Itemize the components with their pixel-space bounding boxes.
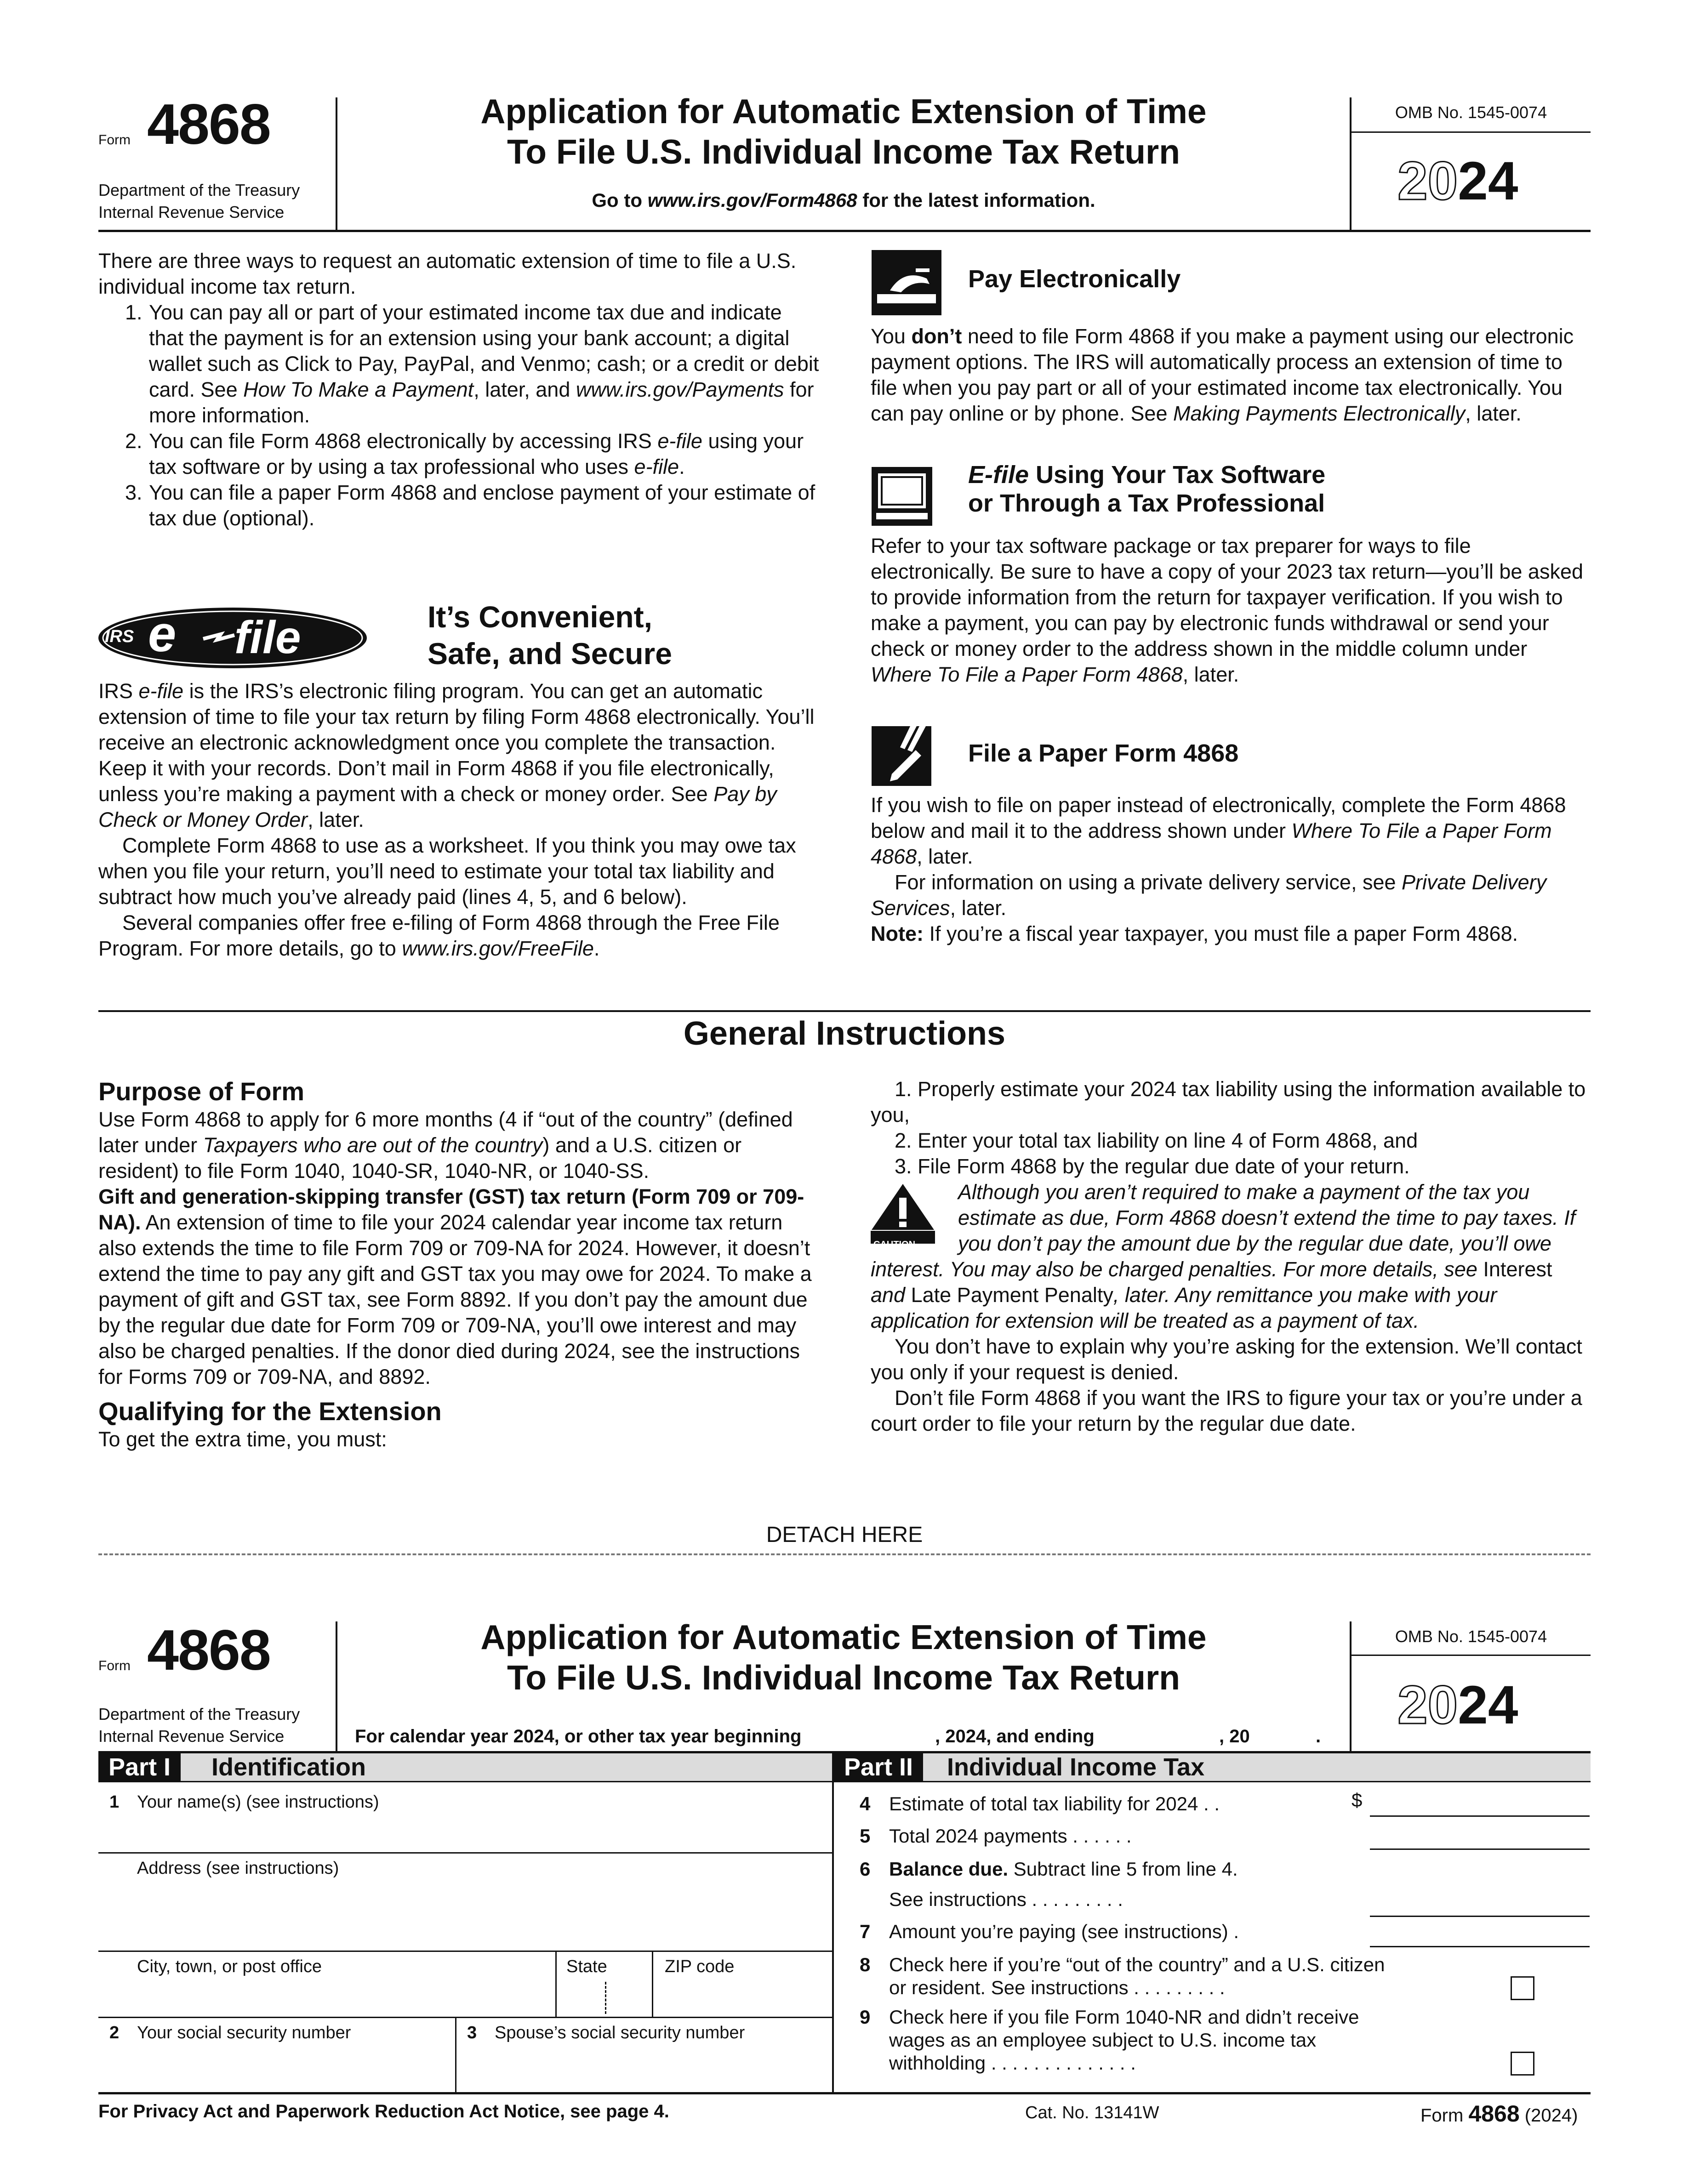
spouse-ssn-input[interactable] [460, 2045, 827, 2087]
general-heading: General Instructions [683, 1015, 1006, 1052]
part1-header [98, 1753, 832, 1781]
name-rule [98, 1852, 832, 1854]
software-p: Refer to your tax software package or tax preparer for ways to file electronically. Be sure to have a copy of your 2023 tax return—you’ll be asked to provide information from the return for taxpayer verification. If you wish to make a payment, you can pay by electronic funds withdrawal or send your check or money order to the address shown in the middle column under Where To File a Paper Form 4868, later. [871, 534, 1584, 686]
line8-label: 8 Check here if you’re “out of the country” and a U.S. citizen [860, 1954, 1385, 1975]
pay-p: You don’t need to file Form 4868 if you make a payment using our electronic payment options. The IRS will automatically process an extension of time to file when you pay part or all of your estimated income tax electronically. You can pay online or by phone. See Making Payments Electronically, later. [871, 324, 1574, 425]
qualify-step-2: 2. Enter your total tax liability on line 4 of Form 4868, and [895, 1129, 1418, 1152]
voucher-form-number: 4868 [147, 1619, 270, 1682]
part1-title: Identification [211, 1753, 366, 1781]
voucher-omb-rule [1352, 1655, 1591, 1656]
line9-label-3: withholding . . . . . . . . . . . . . . [889, 2052, 1136, 2074]
qualify-step-1: 1. Properly estimate your 2024 tax liability using the information available to you, [871, 1077, 1586, 1126]
tax-year-end-input[interactable] [1112, 1728, 1214, 1746]
caution-block [871, 1179, 1591, 1334]
city-label: City, town, or post office [137, 1957, 322, 1976]
intro-way-2: 2. You can file Form 4868 electronically by accessing IRS e-file using your tax software or by using a tax professional who uses e-file. [148, 428, 820, 480]
efile-p2: Complete Form 4868 to use as a worksheet. If you think you may owe tax when you file your return, you’ll need to estimate your total tax liability and subtract how much you’ve already paid (lines 4, 5, and 6 below). [98, 834, 796, 909]
software-section [871, 533, 1591, 688]
pencil-paper-icon [872, 726, 931, 786]
explain-text: You don’t have to explain why you’re asking for the extension. We’ll contact you only if your request is denied. [871, 1335, 1582, 1384]
omb-rule [1352, 131, 1591, 133]
address-label: Address (see instructions) [137, 1859, 339, 1878]
line5-label: 5 Total 2024 payments . . . . . . [860, 1825, 1132, 1847]
line4-label: 4 Estimate of total tax liability for 2024 . . [860, 1793, 1220, 1814]
dept-line-1: Department of the Treasury [98, 181, 300, 199]
line4-dollar: $ [1352, 1789, 1363, 1811]
software-heading: E-file Using Your Tax Software or Through a Tax Professional [968, 461, 1326, 517]
general-left-column [98, 1076, 820, 1452]
privacy-notice: For Privacy Act and Paperwork Reduction Act Notice, see page 4. [98, 2101, 669, 2121]
header-bottom-rule [98, 230, 1591, 232]
title-line-2: To File U.S. Individual Income Tax Return [507, 132, 1180, 171]
efile-logo-e: e [148, 606, 177, 662]
intro-way-1: 1. You can pay all or part of your estimated income tax due and indicate that the payment is for an extension using your bank account; a digital wallet such as Click to Pay, PayPal, and Venmo; cash; or a credit or debit card. See How To Make a Payment, later, and www.irs.gov/Payments for more information. [148, 300, 820, 428]
efile-logo-irs: IRS [105, 627, 134, 646]
efile-logo-file: file [234, 612, 301, 663]
catalog-number: Cat. No. 13141W [1025, 2103, 1159, 2122]
line8-checkbox[interactable] [1511, 1976, 1534, 2000]
line9-label-2: wages as an employee subject to U.S. income tax [889, 2029, 1317, 2051]
form-number: 4868 [147, 93, 270, 156]
caution-icon [871, 1184, 935, 1250]
goto-url[interactable]: www.irs.gov/Form4868 [647, 189, 857, 211]
general-right-column [871, 1076, 1591, 1437]
part2-tag: Part II [834, 1753, 923, 1781]
efile-p1: IRS e-file is the IRS’s electronic filing program. You can get an automatic extension of time to file your tax return by filing Form 4868 electronically. You’ll receive an electronic acknowledgment once you complete the transaction. Keep it with your records. Don’t mail in Form 4868 if you file electronically, unless you’re making a payment with a check or money order. See Pay by Check or Money Order, later. [98, 679, 815, 831]
omb-number: OMB No. 1545-0074 [1395, 103, 1547, 122]
intro-section [98, 248, 820, 531]
state-split-mark [605, 1982, 606, 2014]
purpose-text: Use Form 4868 to apply for 6 more months (4 if “out of the country” (defined later under Taxpayers who are out of the country) and a U.S. citizen or resident) to file Form 1040, 1040-SR, 1040-NR, or 1040-SS. [98, 1108, 793, 1183]
form-word: Form [98, 132, 131, 148]
efile-heading: It’s Convenient, Safe, and Secure [428, 600, 672, 671]
line7-label: 7 Amount you’re paying (see instructions) . [860, 1921, 1239, 1942]
qualify-step-3: 3. File Form 4868 by the regular due date of your return. [895, 1155, 1410, 1178]
part1-tag: Part I [98, 1753, 181, 1781]
efile-p3: Several companies offer free e-filing of Form 4868 through the Free File Program. For more details, go to www.irs.gov/FreeFile. [98, 911, 780, 960]
state-label: State [566, 1957, 607, 1976]
caution-text: Although you aren’t required to make a payment of the tax you estimate as due, Form 4868 doesn’t extend the time to pay taxes. If you don’t pay the amount due by the regular due date, you’ll owe interest. You may also be charged penalties. For more details, see Interest and Late Payment Penalty, later. Any remittance you make with your application for extension will be treated as a payment of tax. [871, 1180, 1576, 1332]
tax-year-line: For calendar year 2024, or other tax year beginning , 2024, and ending , 20 . [355, 1726, 1321, 1746]
ssn-divider [455, 2017, 456, 2093]
title-line-1: Application for Automatic Extension of Time [480, 92, 1207, 131]
dept-line-2: Internal Revenue Service [98, 203, 285, 222]
efile-logo-graphic [97, 606, 369, 670]
caution-label: CAUTION [873, 1240, 916, 1250]
line8-label-2: or resident. See instructions . . . . . . . . . [889, 1977, 1225, 1998]
line2-label: 2 Your social security number [109, 2023, 351, 2042]
efile-section [98, 678, 820, 961]
voucher-department: Department of the Treasury Internal Revenue Service [98, 1705, 300, 1746]
tax-year-begin-input[interactable] [823, 1728, 924, 1746]
paper-p1: If you wish to file on paper instead of electronically, complete the Form 4868 below and mail it to the address shown under Where To File a Paper Form 4868, later. [871, 793, 1566, 868]
paper-p2: For information on using a private delivery service, see Private Delivery Services, later. [871, 870, 1547, 920]
line4-input[interactable] [1370, 1790, 1590, 1817]
intro-ways-list [98, 300, 820, 531]
detach-label: DETACH HERE [766, 1523, 923, 1547]
computer-icon [872, 467, 932, 526]
footer-form-id: Form 4868 (2024) [1420, 2101, 1578, 2127]
pay-electronically-icon [872, 250, 941, 315]
paper-note: Note: If you’re a fiscal year taxpayer, you must file a paper Form 4868. [871, 922, 1518, 945]
qualifying-text: To get the extra time, you must: [98, 1428, 387, 1451]
intro-lead: There are three ways to request an automatic extension of time to file a U.S. individual income tax return. [98, 249, 797, 298]
line6-label-2: See instructions . . . . . . . . . [889, 1888, 1123, 1910]
line9-label: 9 Check here if you file Form 1040-NR and didn’t receive [860, 2006, 1359, 2028]
gst-text: Gift and generation-skipping transfer (GST) tax return (Form 709 or 709-NA). An extension of time to file your 2024 calendar year income tax return also extends the time to file Form 709 or 709-NA for 2024. However, it doesn’t extend the time to pay any gift and GST tax you may owe for 2024. To make a payment of gift and GST tax, see Form 8892. If you don’t pay the amount due by the regular due date for Form 709 or 709-NA, you’ll owe interest and may also be charged penalties. If the donor died during 2024, see the instructions for Forms 709 or 709-NA, and 8892. [98, 1185, 812, 1388]
line6-input[interactable] [1370, 1890, 1590, 1917]
pay-heading: Pay Electronically [968, 265, 1181, 293]
voucher-bottom-rule [98, 2092, 1591, 2094]
state-zip-divider [652, 1951, 653, 2018]
line3-label: 3 Spouse’s social security number [467, 2023, 745, 2042]
line7-input[interactable] [1370, 1920, 1590, 1947]
form-title [336, 91, 1352, 172]
city-state-divider [555, 1951, 557, 2018]
voucher-omb: OMB No. 1545-0074 [1395, 1627, 1547, 1646]
ssn-input[interactable] [110, 2045, 451, 2087]
line5-input[interactable] [1370, 1823, 1590, 1850]
part-divider [832, 1753, 834, 2093]
voucher-title: Application for Automatic Extension of Time To File U.S. Individual Income Tax Return [480, 1618, 1207, 1697]
irs-efile-logo [97, 606, 369, 670]
line9-checkbox[interactable] [1511, 2052, 1534, 2076]
part2-title: Individual Income Tax [947, 1753, 1205, 1781]
goto-line: Go to www.irs.gov/Form4868 for the latest information. [592, 189, 1095, 211]
department [98, 179, 300, 223]
name-input[interactable] [110, 1814, 827, 1850]
line6-label: 6 Balance due. Subtract line 5 from line 4. [860, 1858, 1238, 1880]
address-rule [98, 1951, 832, 1952]
voucher-form-word: Form [98, 1658, 131, 1673]
dont-file-text: Don’t file Form 4868 if you want the IRS to figure your tax or you’re under a court order to file your return by the regular due date. [871, 1386, 1582, 1435]
state-input[interactable] [558, 1979, 650, 2016]
city-input[interactable] [110, 1979, 552, 2016]
intro-way-3: 3. You can file a paper Form 4868 and enclose payment of your estimate of tax due (optional). [148, 480, 820, 531]
paper-heading: File a Paper Form 4868 [968, 739, 1239, 767]
pay-section [871, 324, 1591, 427]
city-rule [98, 2017, 832, 2018]
tax-year: 2024 [1397, 151, 1518, 211]
purpose-heading: Purpose of Form [98, 1077, 305, 1106]
zip-label: ZIP code [665, 1957, 735, 1976]
detach-line [98, 1553, 1591, 1555]
tax-year-end-year-input[interactable] [1264, 1728, 1301, 1746]
part-bottom-rule [98, 1781, 1591, 1782]
line1-label: 1 Your name(s) (see instructions) [109, 1792, 379, 1812]
voucher-tax-year: 2024 [1397, 1675, 1518, 1735]
general-top-rule [98, 1010, 1591, 1012]
qualifying-heading: Qualifying for the Extension [98, 1397, 442, 1426]
address-input[interactable] [110, 1881, 827, 1950]
zip-input[interactable] [655, 1979, 829, 2016]
paper-section [871, 792, 1591, 947]
